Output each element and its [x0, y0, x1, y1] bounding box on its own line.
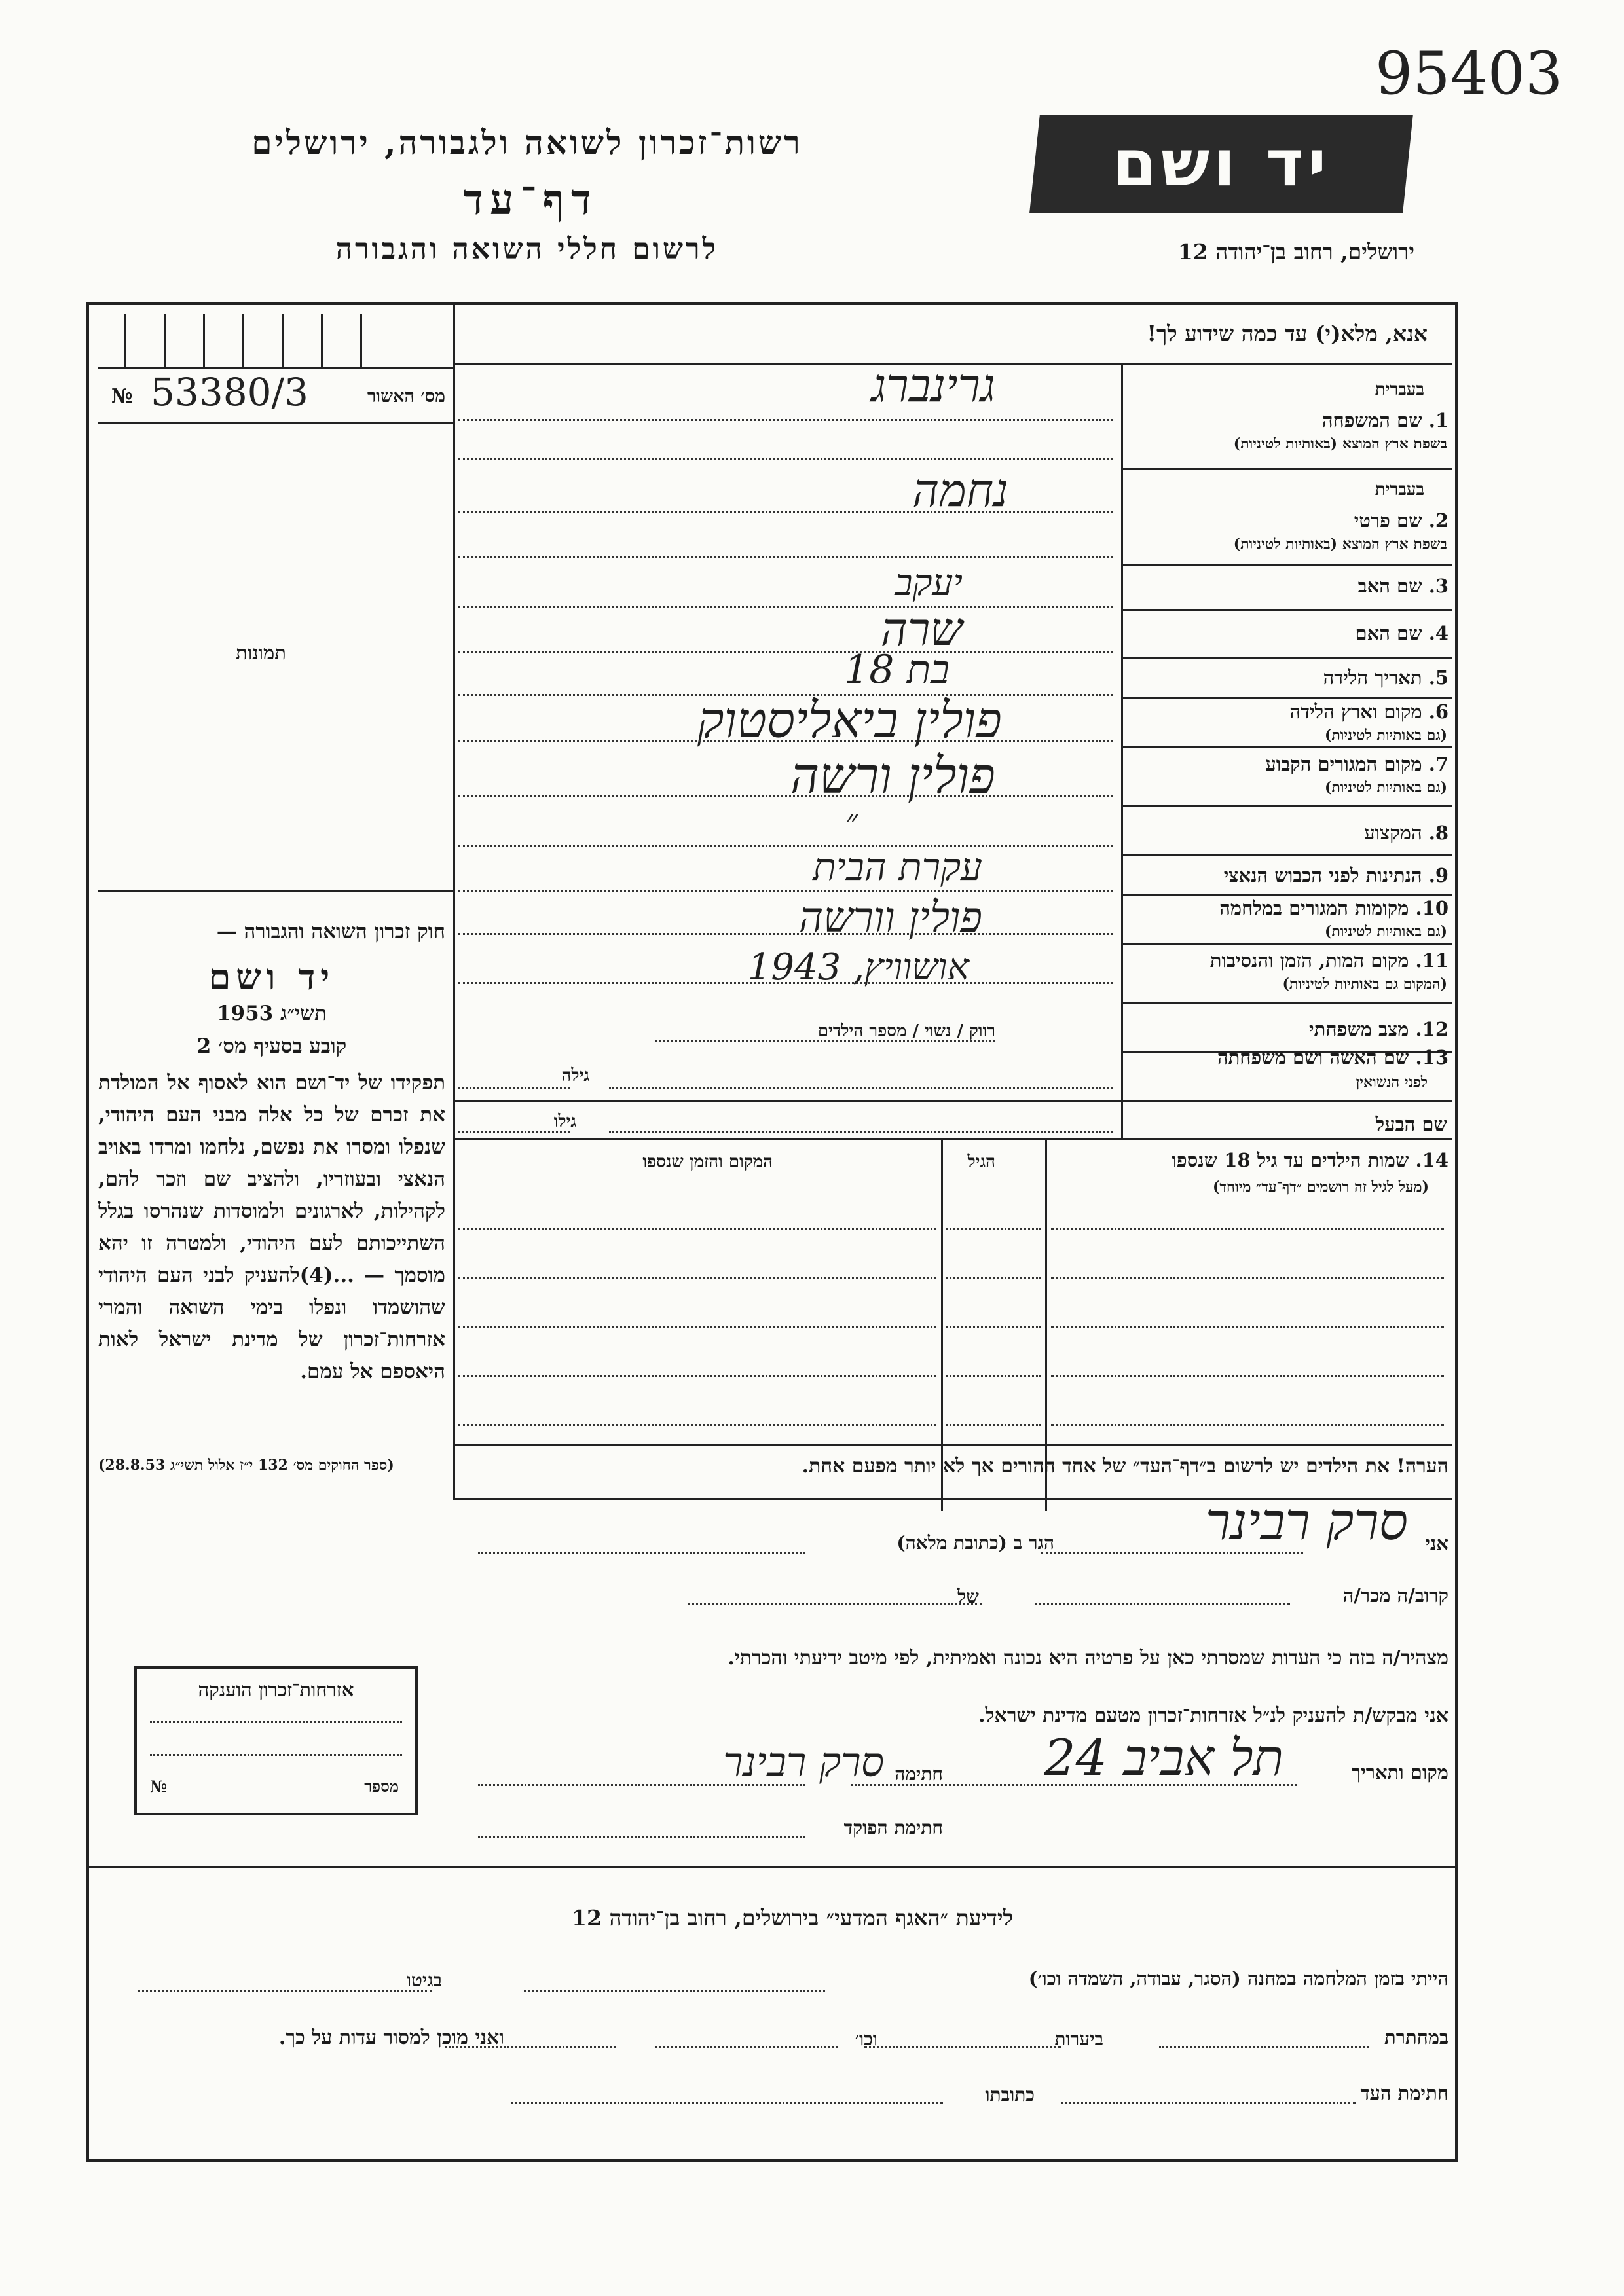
citizenship-box-number-label: מספר [364, 1777, 399, 1796]
age-label-wife: גילה [561, 1066, 589, 1085]
footer-title: לידיעת ״האגף המדעי״ בירושלים, רחוב בן־יהודה 12 [572, 1905, 1013, 1931]
law-text: תפקידו של יד־ושם הוא לאסוף אל המולדת את זכרם של כל אלה מבני העם היהודי, שנפלו ומסרו את נפשם, נלחמו ומרדו באויב הנאצי ובעוזריו, ולהציב שם וזכר להם, לקהילות, לארגונים ולמוסדות שנהרסו בגלל השתייכותם לעם היהודי, ולמטרה זו יהא מוסמך — ...(4)להעניק לבני העם היהודי שהושמדו ונפלו בימי השואה והמרי אזרחות־זכרון של מדינת ישראל לאות היאספם אל עמם. [98, 1071, 445, 1383]
field-4-label: 4. שם האם [1355, 622, 1449, 644]
signature-value: סרק רבינר [723, 1738, 884, 1786]
form-title: דף־עד [463, 175, 598, 225]
field-1-sub: בשפת ארץ המוצא (באותיות לטיניות) [1233, 435, 1447, 452]
field-10-value: פולין וורשה [798, 894, 982, 942]
field-13-sub: לפני הנשואין [1356, 1074, 1428, 1091]
field-11-sub: (המקום גם באותיות לטיניות) [1282, 975, 1447, 993]
footer-forests: ביערות [1054, 2028, 1103, 2050]
field-11-value: אושוויץ, 1943 [747, 946, 969, 989]
field-1-value: גרינברג [871, 359, 995, 412]
footer-ghetto: בגיטו [406, 1969, 442, 1991]
officer-signature-label: חתימת הפוקד [843, 1817, 943, 1838]
footer-underground: במחתרת [1384, 2026, 1449, 2049]
law-source: (ספר החוקים מס׳ 132 י״ז אלול תשי״ג 28.8.53) [98, 1457, 394, 1474]
law-title: חוק זכרון השואה והגבורה — [216, 920, 445, 943]
lang-note-2: בעברית [1375, 480, 1424, 500]
field-10-sub: (גם באותיות לטיניות) [1324, 923, 1447, 940]
citizenship-box-title: אזרחות־זכרון הוענקה [198, 1679, 354, 1701]
place-date-value: תל אביב 24 [1044, 1728, 1283, 1787]
declarant-name: סרק רבינר [1205, 1493, 1408, 1552]
field-2-label: 2. שם פרטי [1354, 509, 1449, 532]
husband-label: שם הבעל [1375, 1113, 1447, 1135]
approval-no-sign: № [111, 385, 133, 408]
field-5-label: 5. תאריך הלידה [1323, 666, 1449, 689]
footer-etc: וכו׳ [855, 2028, 877, 2050]
field-12-label: 12. מצב משפחתי [1309, 1018, 1449, 1040]
footer-witness-signature: חתימת העד [1360, 2082, 1449, 2104]
field-5-value: בת 18 [844, 647, 950, 693]
approval-number: 53380/3 [151, 370, 308, 414]
field-8-label: 8. המקצוע [1364, 822, 1449, 844]
declarant-relative: קרוב/ה מכר/ה [1342, 1584, 1449, 1607]
logo-text: יד ושם [1112, 126, 1331, 201]
photo-label: תמונות [236, 642, 286, 664]
field-4-value: שרה [881, 602, 963, 656]
note: הערה! את הילדים יש לרשום ב״דף־העד״ של אחד ההורים אך לא יותר מפעם אחת. [802, 1455, 1449, 1478]
field-11-label: 11. מקום המות, הזמן והנסיבות [1209, 949, 1449, 972]
field-3-label: 3. שם האב [1357, 575, 1449, 597]
footer-ready: ואני מוכן למסור עדות על כך. [278, 2026, 504, 2049]
children-title: 14. שמות הילדים עד גיל 18 שנספו [1172, 1149, 1449, 1171]
file-number: 95403 [1375, 39, 1563, 108]
field-9-label: 9. הנתינות לפני הכבוש הנאצי [1223, 864, 1449, 886]
field-7-value: פולין ורשה [790, 746, 995, 805]
citizenship-box-no-sign: № [150, 1777, 168, 1796]
citizenship-request: אני מבקש/ת להעניק לנ״ל אזרחות־זכרון מטעם מדינת ישראל. [978, 1704, 1449, 1727]
field-7-label: 7. מקום המגורים הקבוע [1265, 753, 1449, 775]
field-6-value: פולין ביאליסטוק [697, 691, 1002, 749]
approval-boxes [98, 314, 453, 369]
field-9-value: עקרת הבית [813, 845, 982, 889]
field-6-label: 6. מקום וארץ הלידה [1289, 701, 1449, 723]
children-note: (מעל לגיל זה רושמים ״דף־עד״ מיוחד) [1212, 1178, 1429, 1195]
footer-camp: הייתי בזמן המלחמה במחנה (הסגר, עבודה, השמדה וכו׳) [1028, 1967, 1449, 1990]
field-2-value: נחמה [912, 464, 1008, 517]
field-2-sub: בשפת ארץ המוצא (באותיות לטיניות) [1233, 536, 1447, 553]
field-6-sub: (גם באותיות לטיניות) [1324, 727, 1447, 744]
declarant-resides: הגר ב (כתובת מלאה) [896, 1532, 1054, 1554]
field-7-sub: (גם באותיות לטיניות) [1324, 779, 1447, 796]
signature-label: חתימה [895, 1763, 943, 1785]
citizenship-box [134, 1666, 418, 1815]
place-date-label: מקום ותאריך [1351, 1761, 1449, 1783]
field-8-value: ״ [845, 802, 858, 840]
field-10-label: 10. מקומות המגורים במלחמה [1219, 897, 1449, 919]
age-label-husband: גילו [553, 1112, 576, 1131]
field-3-value: יעקב [895, 562, 963, 604]
authority-title: רשות־זכרון לשואה ולגבורה, ירושלים [251, 123, 803, 162]
law-year: תשי״ג 1953 [216, 1002, 327, 1025]
instruction: אנא, מלא(י) עד כמה שידוע לך! [1147, 321, 1428, 346]
field-13-label: 13. שם האשה ושם משפחתה [1217, 1046, 1449, 1068]
children-col-age: הגיל [967, 1152, 995, 1172]
law-clause: קובע בסעיף מס׳ 2 [196, 1034, 347, 1058]
form-subtitle: לרשום חללי השואה והגבורה [335, 232, 719, 266]
declarant-ani: אני [1425, 1532, 1449, 1554]
lang-note-1: בעברית [1375, 380, 1424, 399]
law-name: יד ושם [208, 956, 335, 998]
footer-address: כתובתו [985, 2084, 1035, 2105]
family-status-options: רווק / נשוי / מספר הילדים [817, 1021, 995, 1041]
yad-vashem-logo [1029, 115, 1413, 213]
declaration: מצהיר/ה בזה כי העדות שמסרתי כאן על פרטיה היא נכונה ואמיתית, לפי מיטב ידיעתי והכרתי. [728, 1647, 1449, 1669]
children-col-place: המקום והזמן שנספו [642, 1152, 773, 1172]
field-1-label: 1. שם המשפחה [1321, 409, 1449, 431]
address: ירושלים, רחוב בן־יהודה 12 [1177, 239, 1414, 264]
approval-label: מס׳ האשור [367, 386, 445, 407]
declarant-of: של [957, 1586, 979, 1607]
